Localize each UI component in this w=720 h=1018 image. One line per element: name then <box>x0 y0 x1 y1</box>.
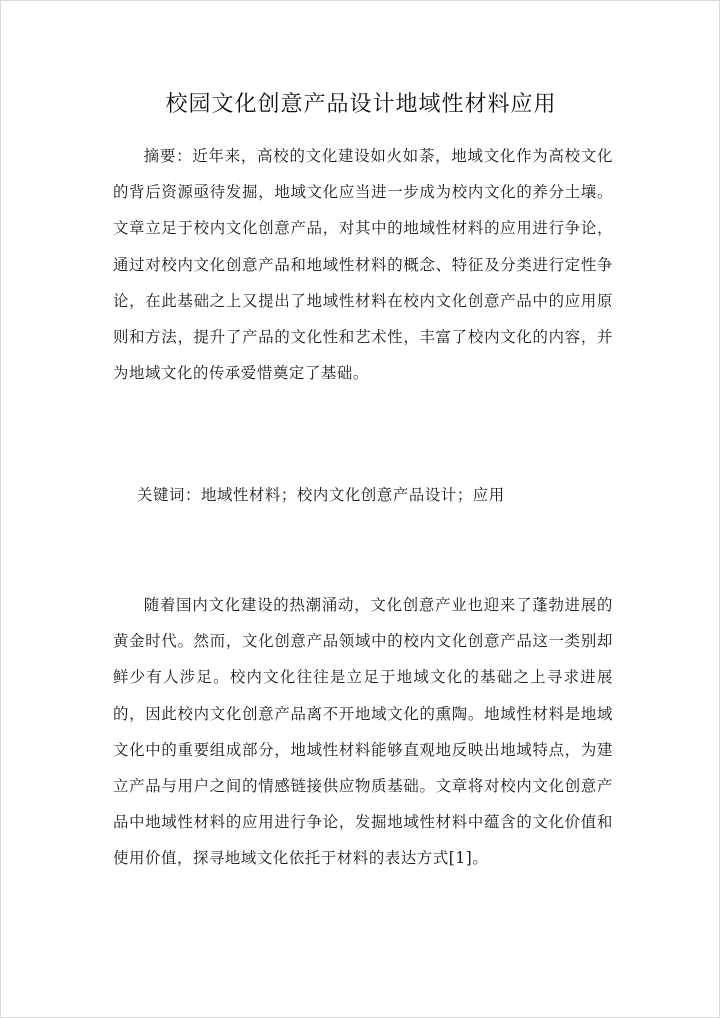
document-title: 校园文化创意产品设计地域性材料应用 <box>165 92 557 117</box>
keywords-line: 关键词：地域性材料；校内文化创意产品设计；应用 <box>137 486 505 504</box>
abstract-paragraph: 摘要：近年来，高校的文化建设如火如荼，地域文化作为高校文化的背后资源亟待发掘，地域文化应当进一步成为校内文化的养分土壤。文章立足于校内文化创意产品，对其中的地域性材料的应用进行争论，通过对校内文化创意产品和地域性材料的概念、特征及分类进行定性争论，在此基础之上又提出了地域性材料在校内文化创意产品中的应用原则和方法，提升了产品的文化性和艺术性，丰富了校内文化的内容，并为地域文化的传承爱惜奠定了基础。 <box>113 147 613 383</box>
body-paragraph: 随着国内文化建设的热潮涌动，文化创意产业也迎来了蓬勃进展的黄金时代。然而，文化创意产品领域中的校内文化创意产品这一类别却鲜少有人涉足。校内文化往往是立足于地域文化的基础之上寻求进展的，因此校内文化创意产品离不开地域文化的熏陶。地域性材料是地域文化中的重要组成部分，地域性材料能够直观地反映出地域特点，为建立产品与用户之间的情感链接供应物质基础。文章将对校内文化创意产品中地域性材料的应用进行争论，发掘地域性材料中蕴含的文化价值和使用价值，探寻地域文化依托于材料的表达方式[1]。 <box>113 596 613 868</box>
